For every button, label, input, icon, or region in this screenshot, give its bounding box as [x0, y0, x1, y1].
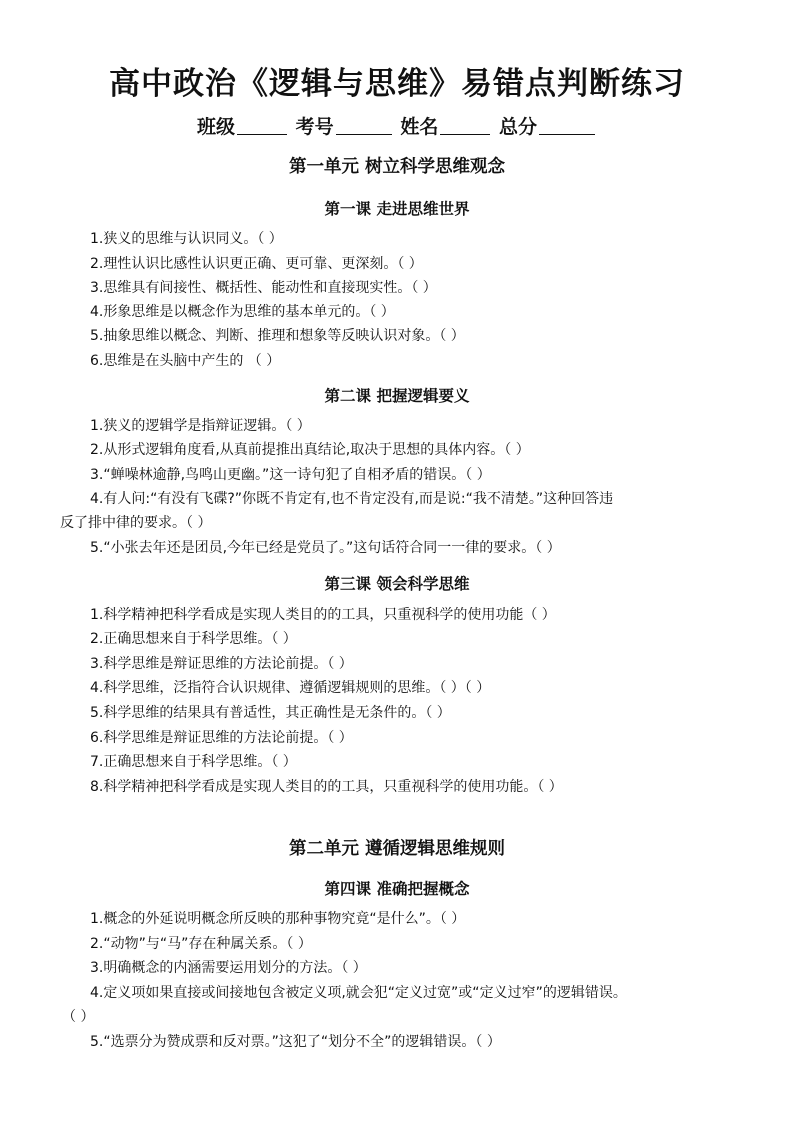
class-label: 班级 — [197, 116, 236, 138]
list-item-continued: 反了排中律的要求。（ ） — [60, 515, 212, 531]
name-blank[interactable] — [440, 116, 490, 135]
list-item: 6.科学思维是辩证思维的方法论前提。（ ） — [90, 730, 353, 746]
unit2-heading: 第二单元 遵循逻辑思维规则 — [288, 839, 506, 859]
list-item: 1.狭义的逻辑学是指辩证逻辑。（ ） — [90, 418, 311, 434]
list-item: 6.思维是在头脑中产生的 （ ） — [90, 353, 281, 369]
list-item: 2.理性认识比感性认识更正确、更可靠、更深刻。（ ） — [90, 256, 423, 272]
list-item: 8.科学精神把科学看成是实现人类目的的工具，只重视科学的使用功能。（ ） — [90, 779, 563, 795]
student-info-line — [0, 112, 794, 139]
lesson4-heading: 第四课 准确把握概念 — [324, 880, 470, 898]
list-item: 4.科学思维，泛指符合认识规律、遵循逻辑规则的思维。（ ）（ ） — [90, 680, 491, 696]
list-item: 5.抽象思维以概念、判断、推理和想象等反映认识对象。（ ） — [90, 328, 465, 344]
list-item: 4.形象思维是以概念作为思维的基本单元的。（ ） — [90, 304, 395, 320]
name-label: 姓名 — [400, 116, 439, 138]
list-item: 5.“选票分为赞成票和反对票。”这犯了“划分不全”的逻辑错误。（ ） — [90, 1034, 501, 1050]
list-item: 4.定义项如果直接或间接地包含被定义项,就会犯“定义过宽”或“定义过窄”的逻辑错误。 — [90, 985, 627, 1001]
list-item: 1.科学精神把科学看成是实现人类目的的工具，只重视科学的使用功能（ ） — [90, 607, 556, 623]
list-item: 3.思维具有间接性、概括性、能动性和直接现实性。（ ） — [90, 280, 437, 296]
list-item: 3.科学思维是辩证思维的方法论前提。（ ） — [90, 656, 353, 672]
lesson1-heading: 第一课 走进思维世界 — [324, 200, 470, 218]
list-item: 2.从形式逻辑角度看,从真前提推出真结论,取决于思想的具体内容。（ ） — [90, 442, 530, 458]
list-item-continued: （ ） — [62, 1009, 95, 1025]
lesson3-heading: 第三课 领会科学思维 — [324, 575, 470, 593]
list-item: 4.有人问:“有没有飞碟?”你既不肯定有,也不肯定没有,而是说:“我不清楚。”这种回答违 — [90, 491, 614, 507]
unit1-heading: 第一单元 树立科学思维观念 — [288, 157, 506, 177]
id-blank[interactable] — [336, 116, 392, 135]
score-blank[interactable] — [539, 116, 595, 135]
list-item: 3.“蝉噪林逾静,鸟鸣山更幽。”这一诗句犯了自相矛盾的错误。（ ） — [90, 467, 491, 483]
list-item: 2.正确思想来自于科学思维。（ ） — [90, 631, 297, 647]
list-item: 5.“小张去年还是团员,今年已经是党员了。”这句话符合同一一律的要求。（ ） — [90, 540, 561, 556]
list-item: 5.科学思维的结果具有普适性，其正确性是无条件的。（ ） — [90, 705, 451, 721]
list-item: 2.“动物”与“马”存在种属关系。（ ） — [90, 936, 312, 952]
list-item: 1.狭义的思维与认识同义。（ ） — [90, 231, 283, 247]
score-label: 总分 — [498, 116, 537, 138]
list-item: 3.明确概念的内涵需要运用划分的方法。（ ） — [90, 960, 367, 976]
class-blank[interactable] — [237, 116, 287, 135]
page-title: 高中政治《逻辑与思维》易错点判断练习 — [109, 66, 685, 102]
list-item: 1.概念的外延说明概念所反映的那种事物究竟“是什么”。（ ） — [90, 911, 466, 927]
id-label: 考号 — [295, 116, 334, 138]
list-item: 7.正确思想来自于科学思维。（ ） — [90, 754, 297, 770]
lesson2-heading: 第二课 把握逻辑要义 — [324, 387, 470, 405]
